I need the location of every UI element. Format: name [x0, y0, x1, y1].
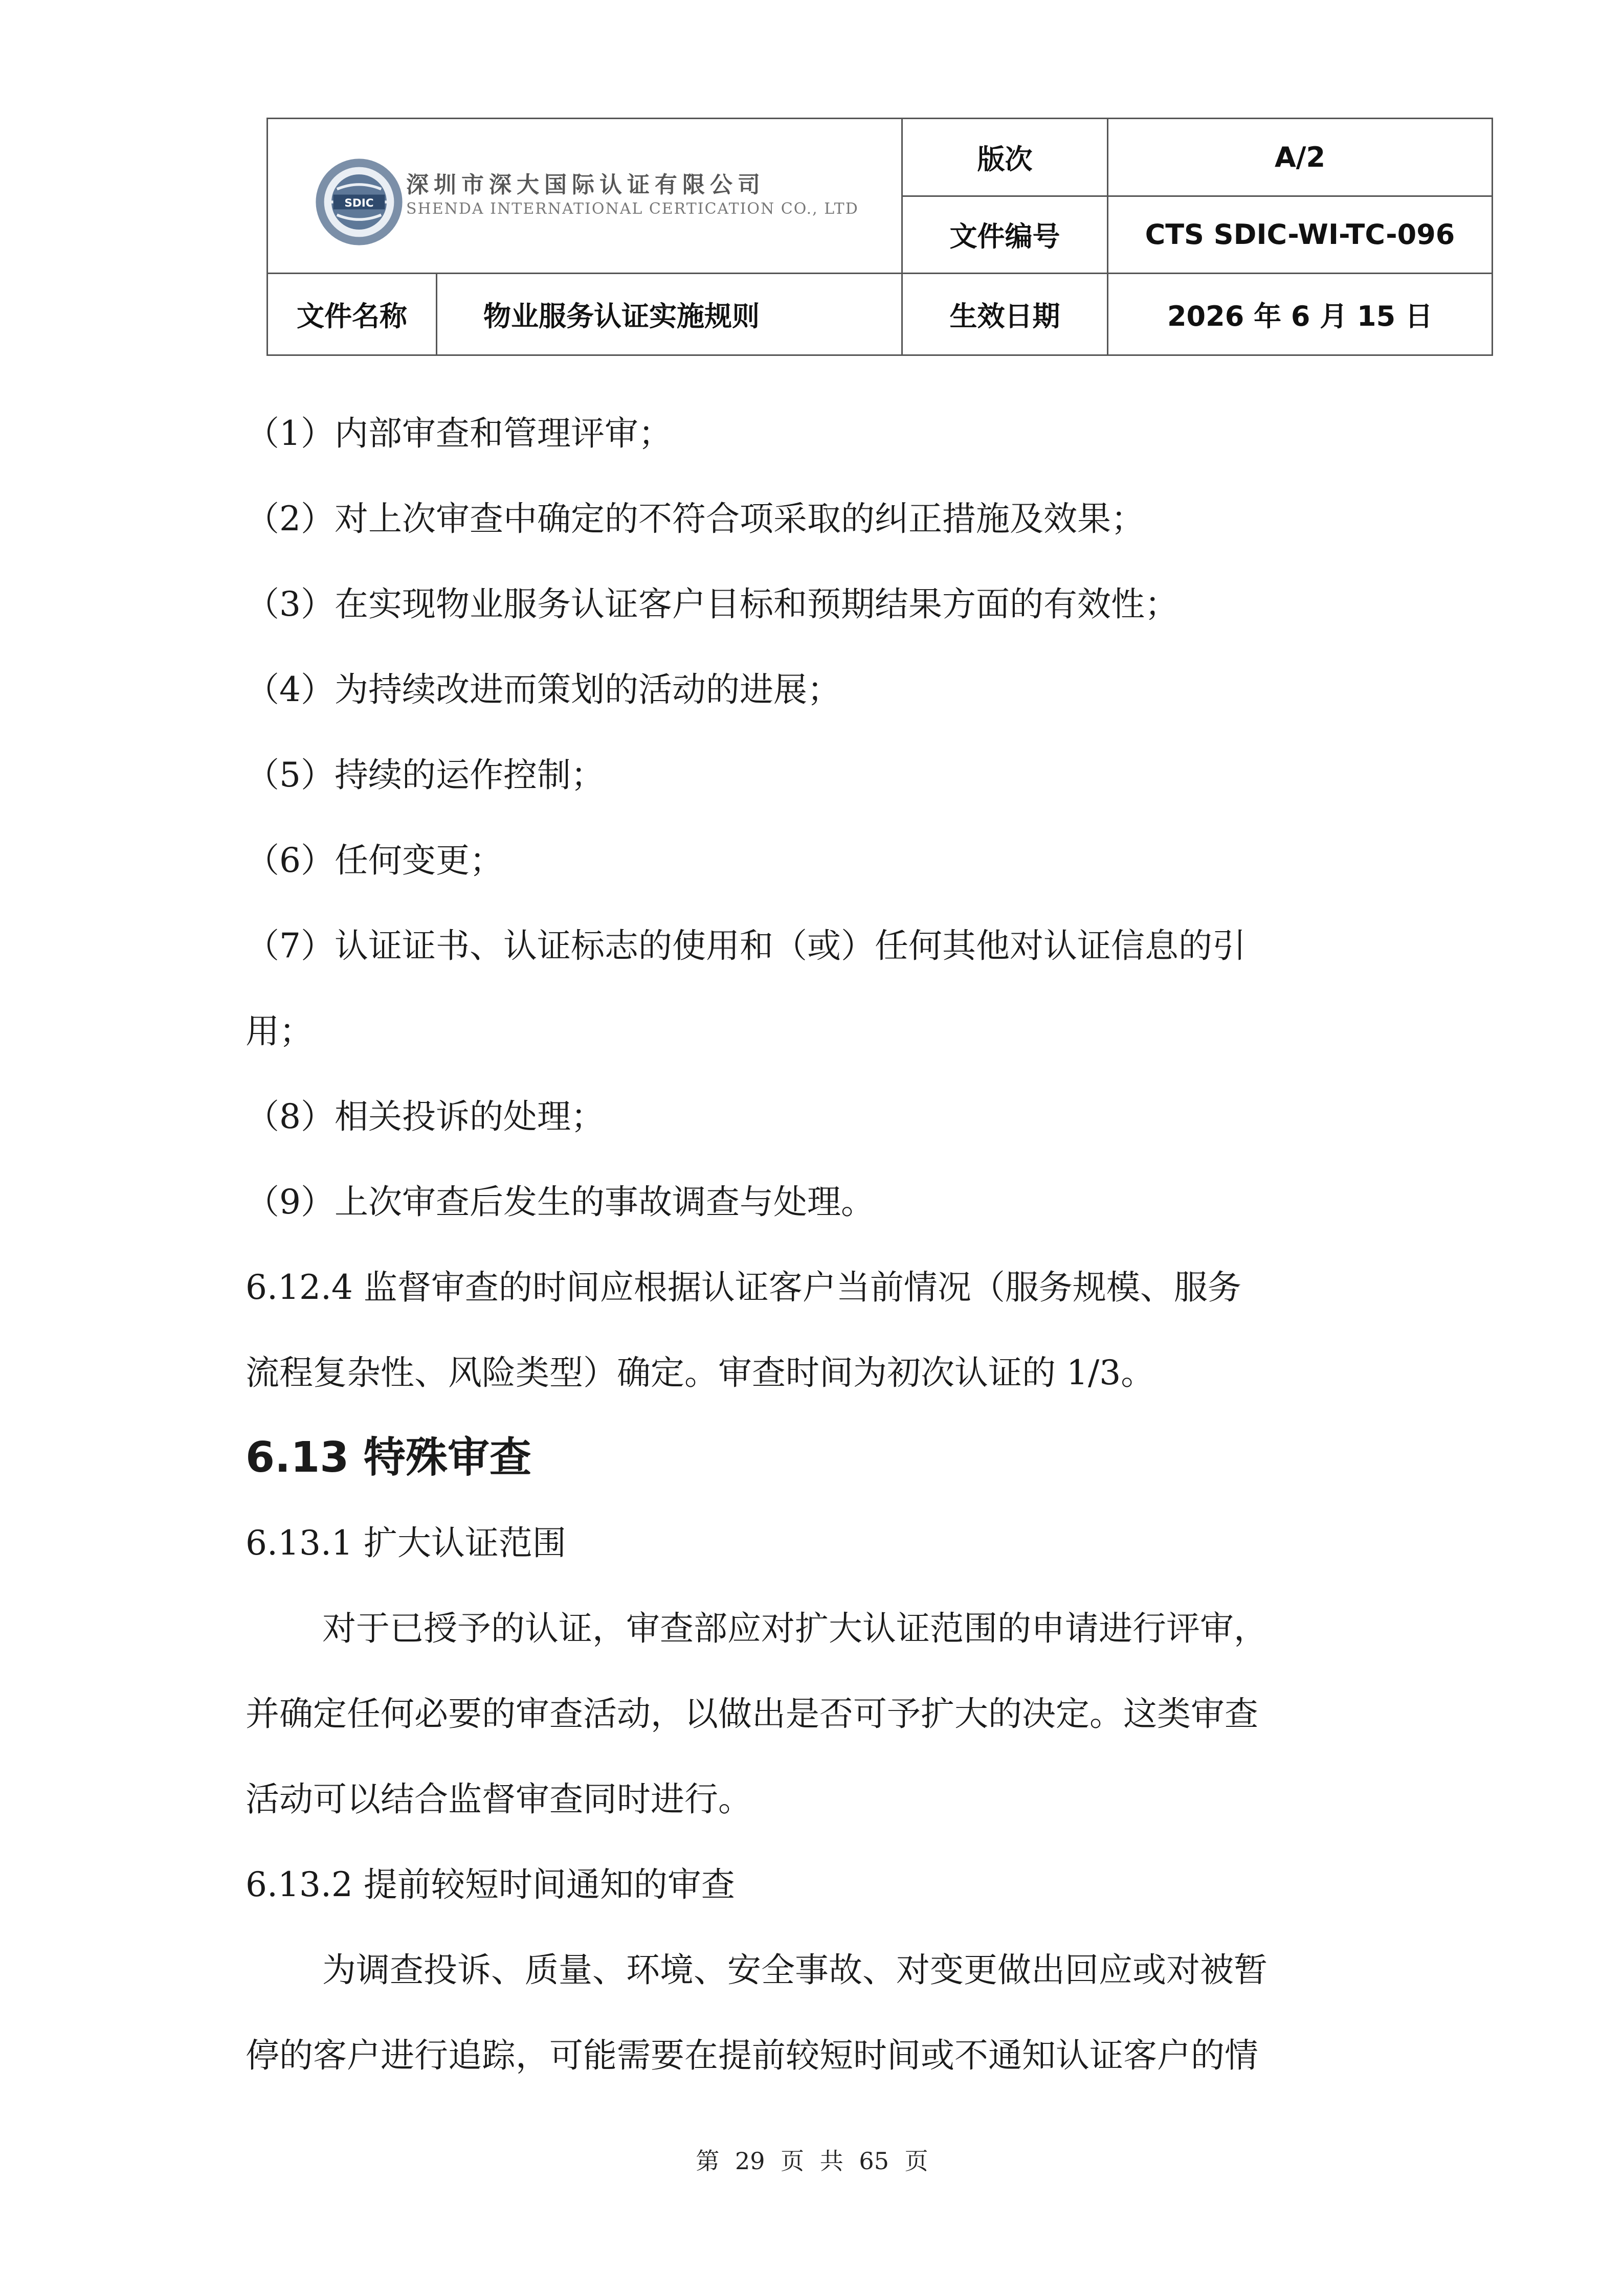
company-name-cn: 深圳市深大国际认证有限公司 — [406, 172, 765, 198]
document-number-label: 文件编号 — [902, 196, 1108, 274]
seal-logo-text: SDIC — [344, 197, 374, 210]
document-name-value: 物业服务认证实施规则 — [437, 274, 902, 355]
version-label: 版次 — [902, 119, 1108, 196]
document-number-value: CTS SDIC-WI-TC-096 — [1108, 196, 1493, 274]
list-item: （6）任何变更； — [246, 841, 503, 880]
company-name-en: SHENDA INTERNATIONAL CERTICATION CO., LTD — [406, 200, 859, 218]
list-item: （2）对上次审查中确定的不符合项采取的纠正措施及效果； — [246, 499, 1145, 538]
paragraph-6-13-1-continued: 活动可以结合监督审查同时进行。 — [246, 1780, 752, 1819]
paragraph-6-12-4: 6.12.4 监督审查的时间应根据认证客户当前情况（服务规模、服务 — [246, 1268, 1241, 1307]
effective-date-value: 2026 年 6 月 15 日 — [1108, 274, 1493, 355]
paragraph-6-13-1: 对于已授予的认证，审查部应对扩大认证范围的申请进行评审， — [322, 1609, 1267, 1648]
list-item: （9）上次审查后发生的事故调查与处理。 — [246, 1182, 875, 1222]
list-item-continuation: 用； — [246, 1011, 313, 1051]
document-name-label: 文件名称 — [268, 274, 437, 355]
paragraph-6-13-2-continued: 停的客户进行追踪，可能需要在提前较短时间或不通知认证客户的情 — [246, 2036, 1258, 2075]
list-item: （8）相关投诉的处理； — [246, 1097, 605, 1136]
list-item: （3）在实现物业服务认证客户目标和预期结果方面的有效性； — [246, 584, 1178, 624]
paragraph-6-13-1-continued: 并确定任何必要的审查活动，以做出是否可予扩大的决定。这类审查 — [246, 1694, 1258, 1734]
list-item: （1）内部审查和管理评审； — [246, 414, 672, 453]
subsection-6-13-1: 6.13.1 扩大认证范围 — [246, 1523, 566, 1563]
paragraph-6-13-2: 为调查投诉、质量、环境、安全事故、对变更做出回应或对被暂 — [322, 1950, 1267, 1990]
list-item: （4）为持续改进而策划的活动的进展； — [246, 670, 841, 709]
paragraph-6-12-4-continued: 流程复杂性、风险类型）确定。审查时间为初次认证的 1/3。 — [246, 1353, 1155, 1392]
company-seal-logo — [313, 156, 405, 248]
effective-date-label: 生效日期 — [902, 274, 1108, 355]
list-item: （7）认证证书、认证标志的使用和（或）任何其他对认证信息的引 — [246, 926, 1246, 965]
list-item: （5）持续的运作控制； — [246, 755, 605, 795]
document-header-table — [266, 118, 1493, 356]
section-heading-6-13: 6.13 特殊审查 — [246, 1433, 531, 1482]
version-value: A/2 — [1108, 119, 1493, 196]
subsection-6-13-2: 6.13.2 提前较短时间通知的审查 — [246, 1865, 735, 1904]
page-number-footer: 第 29 页 共 65 页 — [696, 2147, 928, 2175]
company-logo-cell — [268, 119, 902, 274]
